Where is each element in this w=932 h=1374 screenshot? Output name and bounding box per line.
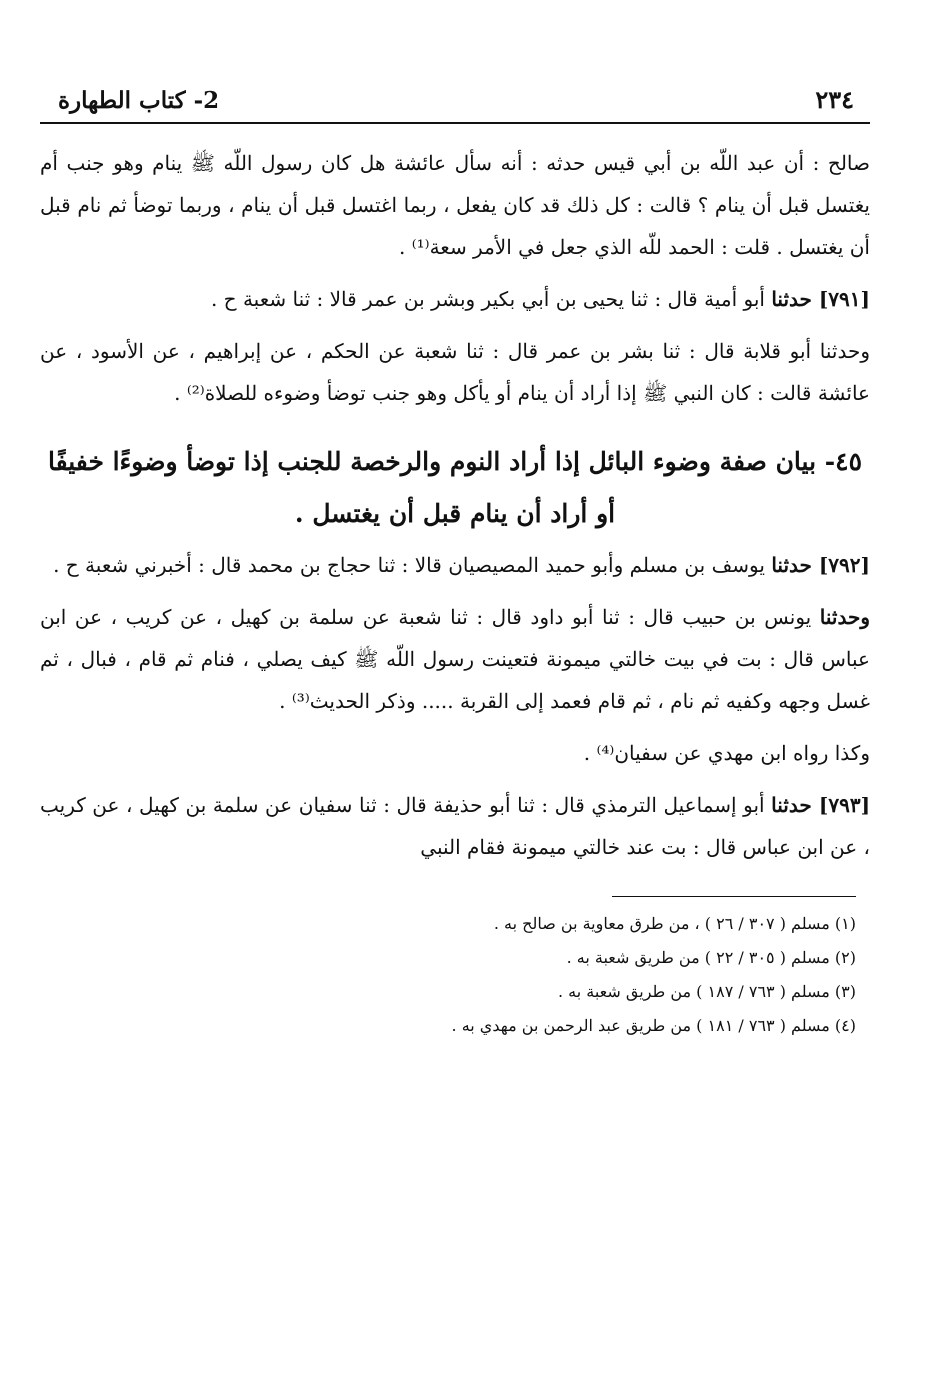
footnotes (40, 907, 870, 1043)
paragraph-text: صالح : أن عبد اللّه بن أبي قيس حدثه : أنه سأل عائشة هل كان رسول اللّه ﷺ ينام وهو جنب أم يغتسل قبل أن ينام ؟ قالت : كل ذلك قد كان يفعل ، ربما اغتسل قبل أن ينام ، وربما توضأ ثم نام قبل أن يغتسل . قلت : الحمد للّه الذي جعل في الأمر سعة⁽¹⁾ . (40, 151, 870, 259)
hadith-791-chain (40, 330, 870, 414)
hadith-lead-word: وحدثنا (819, 605, 871, 629)
footnote-3: (٣) مسلم ( ٧٦٣ / ١٨٧ ) من طريق شعبة به . (557, 982, 856, 1001)
hadith-793 (40, 784, 870, 868)
hadith-791 (40, 278, 870, 320)
page-number: ٢٣٤ (815, 85, 854, 114)
hadith-number-792: [٧٩٢] حدثنا (771, 553, 870, 577)
footnote-1: (١) مسلم ( ٣٠٧ / ٢٦ ) ، من طرق معاوية بن صالح به . (493, 914, 856, 933)
hadith-text: أبو أمية قال : ثنا يحيى بن أبي بكير وبشر بن عمر قالا : ثنا شعبة ح . (210, 287, 765, 311)
hadith-text: وكذا رواه ابن مهدي عن سفيان⁽⁴⁾ . (583, 741, 870, 765)
hadith-792 (40, 544, 870, 586)
hadith-number-793: [٧٩٣] حدثنا (771, 793, 871, 817)
hadith-792-chain (40, 596, 870, 722)
chapter-title: 2- كتاب الطهارة (58, 87, 220, 114)
book-page (40, 70, 870, 1043)
hadith-text: يوسف بن مسلم وأبو حميد المصيصيان قالا : ثنا حجاج بن محمد قال : أخبرني شعبة ح . (53, 553, 765, 577)
hadith-text: وحدثنا أبو قلابة قال : ثنا بشر بن عمر قال : ثنا شعبة عن الحكم ، عن إبراهيم ، عن الأسود ، عن عائشة قالت : كان النبي ﷺ إذا أراد أن ينام أو يأكل وهو جنب توضأ وضوءه للصلاة⁽²⁾ . (40, 339, 870, 405)
paragraph-continuation (40, 142, 870, 268)
hadith-text: يونس بن حبيب قال : ثنا أبو داود قال : ثنا شعبة عن سلمة بن كهيل ، عن كريب ، عن ابن عباس قال : بت في بيت خالتي ميمونة فتعينت رسول اللّه ﷺ كيف يصلي ، فنام ثم قام ، فبال ، ثم غسل وجهه وكفيه ثم نام ، ثم قام فعمد إلى القربة ..... وذكر الحديث⁽³⁾ . (40, 605, 870, 713)
footnote-4: (٤) مسلم ( ٧٦٣ / ١٨١ ) من طريق عبد الرحمن بن مهدي به . (451, 1016, 856, 1035)
footnote-2: (٢) مسلم ( ٣٠٥ / ٢٢ ) من طريق شعبة به . (566, 948, 856, 967)
section-heading: ٤٥- بيان صفة وضوء البائل إذا أراد النوم والرخصة للجنب إذا توضأ وضوءًا خفيفًا أو أراد أن ينام قبل أن يغتسل . (47, 447, 862, 528)
hadith-text: أبو إسماعيل الترمذي قال : ثنا أبو حذيفة قال : ثنا سفيان عن سلمة بن كهيل ، عن كريب ، عن ابن عباس قال : بت عند خالتي ميمونة فقام النبي (40, 793, 870, 859)
narration-note (40, 732, 870, 774)
footnote-rule (612, 896, 856, 897)
header-rule (40, 122, 870, 124)
page-header (40, 70, 870, 114)
hadith-number-791: [٧٩١] حدثنا (771, 287, 870, 311)
